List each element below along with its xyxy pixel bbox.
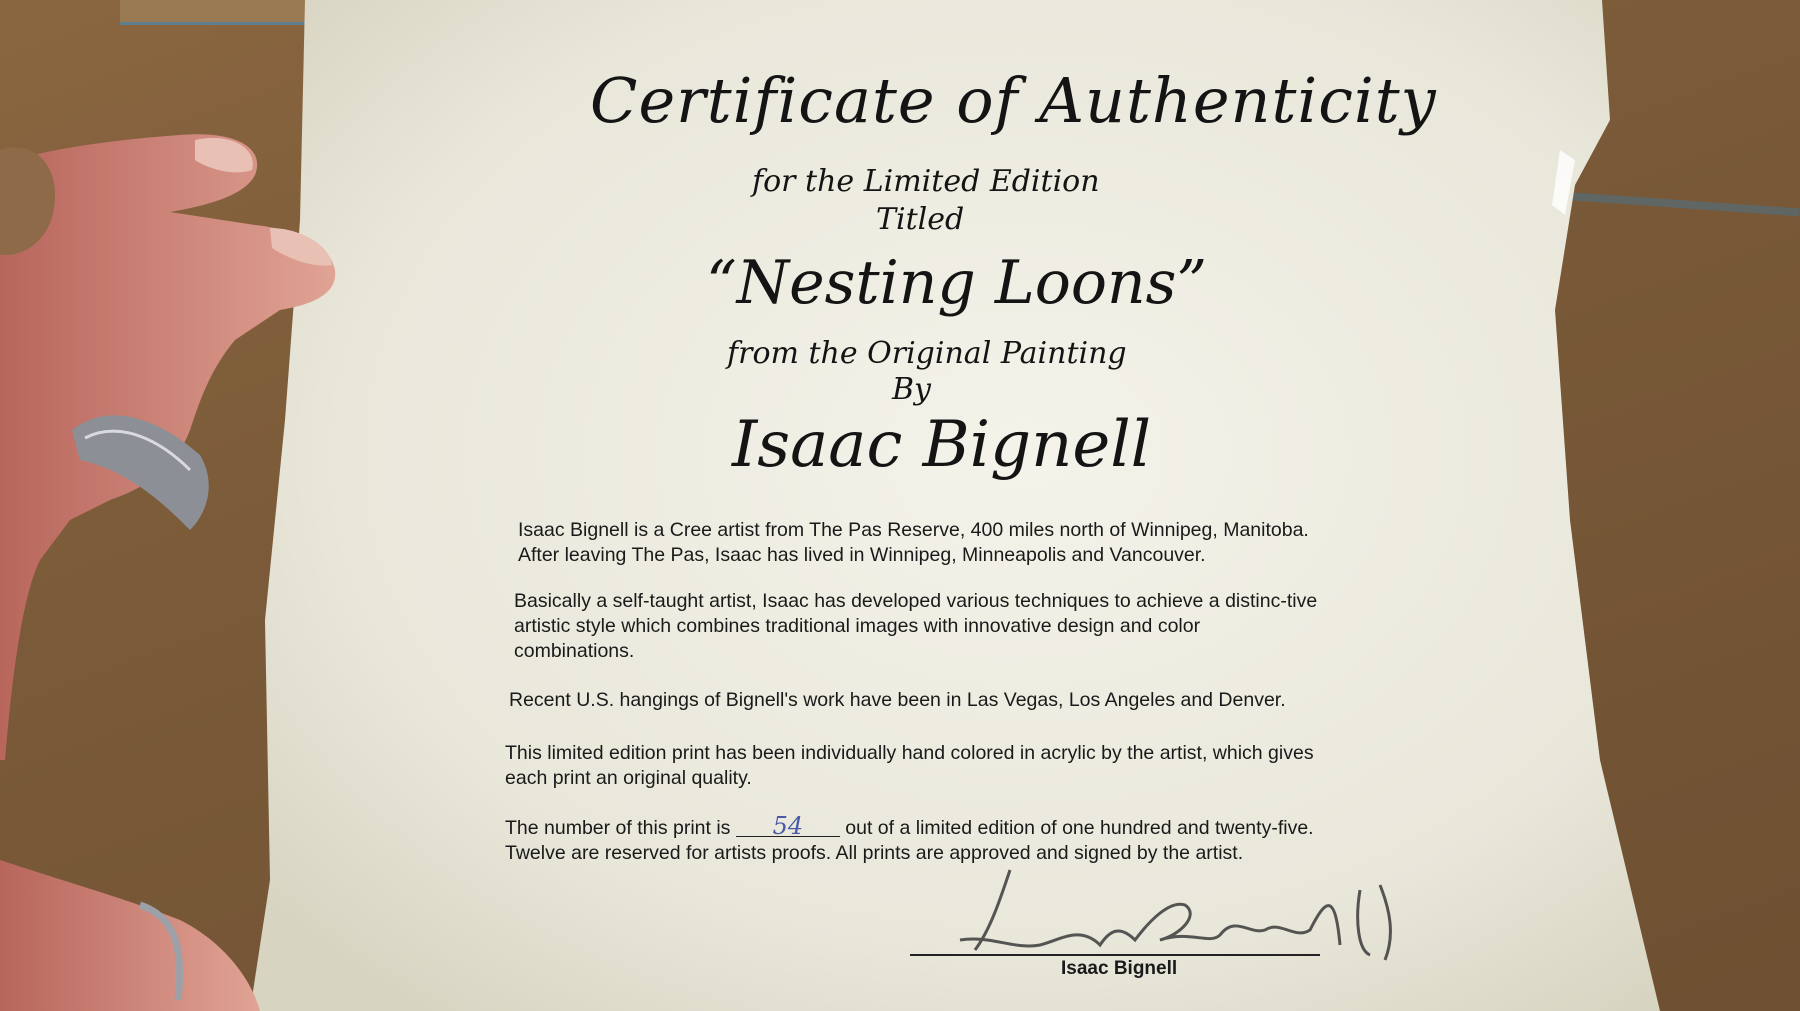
hand-colored-paragraph: This limited edition print has been individually hand colored in acrylic by the artist, which gives each print an original quality. — [505, 742, 1314, 789]
by-label: By — [892, 372, 931, 407]
print-number-prefix: The number of this print is — [505, 817, 731, 839]
artist-name: Isaac Bignell — [732, 408, 1152, 482]
original-painting-label: from the Original Painting — [727, 336, 1127, 371]
technique-paragraph: Basically a self-taught artist, Isaac has developed various techniques to achieve a distinc-tive artistic style which combines traditional images with innovative design and color combinations. — [514, 590, 1318, 662]
signature-caption: Isaac Bignell — [1061, 958, 1178, 979]
edition-subtitle: for the Limited Edition — [752, 164, 1100, 199]
exhibitions-paragraph: Recent U.S. hangings of Bignell's work have been in Las Vegas, Los Angeles and Denver. — [509, 689, 1286, 711]
print-number-handwritten: 54 — [736, 816, 840, 837]
signature-line — [910, 954, 1320, 956]
print-number-suffix: out of a limited edition of one hundred and twenty-five. Twelve are reserved for artists proofs. All prints are approved and signed by the artist. — [505, 817, 1314, 864]
artist-bio-paragraph: Isaac Bignell is a Cree artist from The Pas Reserve, 400 miles north of Winnipeg, Manitoba. After leaving The Pas, Isaac has lived in Winnipeg, Minneapolis and Vancouver. — [518, 519, 1309, 566]
artwork-title: “Nesting Loons” — [706, 248, 1208, 318]
titled-label: Titled — [876, 202, 965, 237]
certificate-title: Certificate of Authenticity — [590, 64, 1437, 137]
